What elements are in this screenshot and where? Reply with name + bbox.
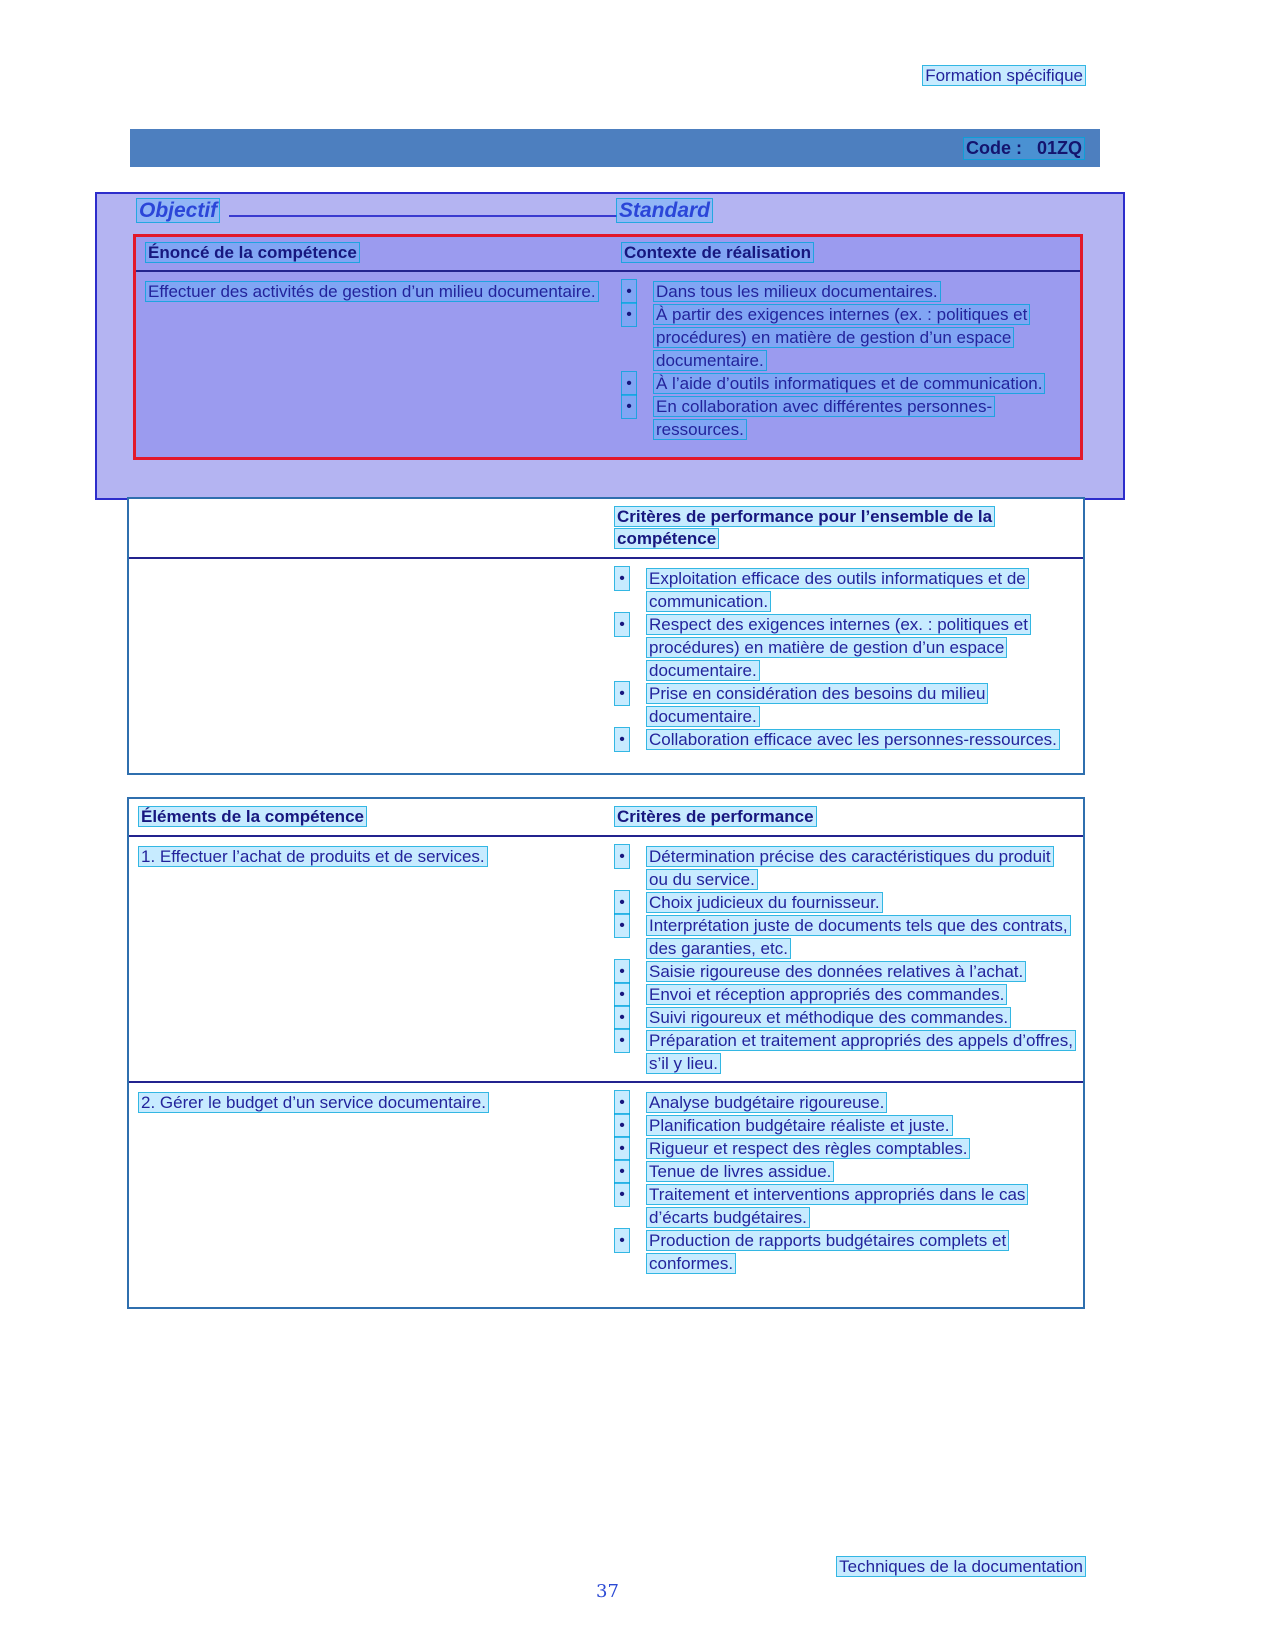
bullet-icon: • [622,372,636,395]
element-1-cell [129,837,609,1081]
contexte-list [616,272,1080,447]
bullet-text [647,613,1073,682]
bullet-text-run: Interprétation juste de documents tels que des contrats, des garanties, etc. [649,916,1068,958]
bullet-text-run: Traitement et interventions appropriés dans le cas d’écarts budgétaires. [649,1185,1026,1227]
competence-table [133,234,1083,460]
bullet-text [647,1114,1073,1137]
bullet-item [615,1029,1073,1075]
element-row-1 [129,837,1083,1081]
bullet-text [654,303,1070,372]
bullet-text-run: Envoi et réception appropriés des commandes. [649,985,1005,1004]
bullet-icon: • [615,983,629,1006]
enonce-cell [136,272,616,447]
doc-section-label-text: Formation spécifique [925,66,1083,85]
enonce-header: Énoncé de la compétence [148,243,357,262]
bullet-text [647,682,1073,728]
bullet-icon: • [615,1229,629,1252]
bullet-text-run: Dans tous les milieux documentaires. [656,282,938,301]
bullet-text [647,1006,1073,1029]
bullet-icon: • [615,845,629,868]
bullet-icon: • [615,891,629,914]
enonce-text: Effectuer des activités de gestion d’un milieu documentaire. [148,282,596,301]
bullet-text [654,372,1070,395]
heading-rule [229,215,617,217]
bullet-icon: • [615,960,629,983]
bullet-text [647,914,1073,960]
bullet-text [654,280,1070,303]
enonce-header-cell [136,237,616,270]
bullet-text-run: Tenue de livres assidue. [649,1162,832,1181]
bullet-text-run: Saisie rigoureuse des données relatives à l’achat. [649,962,1024,981]
bullet-text-run: Collaboration efficace avec les personnes-ressources. [649,730,1057,749]
elements-left-header-cell [129,799,609,835]
bullet-item [615,728,1073,751]
bullet-icon: • [615,682,629,705]
standard-title [617,199,712,223]
bullet-icon: • [622,280,636,303]
bullet-text [647,1091,1073,1114]
bullet-item [622,372,1070,395]
objectif-standard-section [95,192,1125,500]
competence-table-body [136,272,1080,447]
standard-title-text: Standard [619,199,711,222]
criteres-ensemble-list [609,559,1083,757]
bullet-item [615,845,1073,891]
criteres-ensemble-section [127,497,1085,775]
bullet-icon: • [615,914,629,937]
element-2-text: 2. Gérer le budget d’un service documentaire. [141,1093,486,1112]
bullet-icon: • [615,728,629,751]
bullet-item [622,280,1070,303]
footer-program-label [837,1555,1085,1578]
bullet-text [647,1183,1073,1229]
bullet-text-run: En collaboration avec différentes personnes-ressources. [656,397,993,439]
elements-section [127,797,1085,1309]
bullet-text-run: Rigueur et respect des règles comptables. [649,1139,968,1158]
footer-program-label-text: Techniques de la documentation [839,1557,1083,1576]
objectif-title-text: Objectif [139,199,218,222]
element-row-2 [129,1081,1083,1281]
bullet-icon: • [615,1137,629,1160]
bullet-text [647,891,1073,914]
bullet-text-run: Prise en considération des besoins du milieu documentaire. [649,684,986,726]
bullet-icon: • [615,613,629,636]
elements-right-header: Critères de performance [617,807,814,826]
bullet-text-run: Production de rapports budgétaires complets et conformes. [649,1231,1007,1273]
bullet-item [615,891,1073,914]
bullet-icon: • [622,395,636,418]
bullet-item [615,983,1073,1006]
bullet-item [615,1137,1073,1160]
bullet-text-run: Analyse budgétaire rigoureuse. [649,1093,885,1112]
bullet-item [615,960,1073,983]
bullet-text-run: À partir des exigences internes (ex. : politiques et procédures) en matière de gestion d’un espace documentaire. [656,305,1028,370]
bullet-item [622,395,1070,441]
bullet-text-run: Exploitation efficace des outils informatiques et de communication. [649,569,1026,611]
bullet-icon: • [615,567,629,590]
bullet-item [615,1160,1073,1183]
bullet-text [647,567,1073,613]
contexte-header: Contexte de réalisation [624,243,812,262]
bullet-text [647,1160,1073,1183]
bullet-text [647,845,1073,891]
bullet-icon: • [615,1114,629,1137]
bullet-icon: • [615,1006,629,1029]
element-1-text: 1. Effectuer l’achat de produits et de services. [141,847,485,866]
criteres-ensemble-header-cell [609,499,1083,557]
element-2-cell [129,1083,609,1281]
bullet-text [647,1137,1073,1160]
bullet-text [647,960,1073,983]
bullet-icon: • [615,1160,629,1183]
bullet-text [647,983,1073,1006]
bullet-item [615,1006,1073,1029]
bullet-icon: • [615,1091,629,1114]
bullet-item [615,1229,1073,1275]
bullet-text-run: Suivi rigoureux et méthodique des commandes. [649,1008,1009,1027]
bullet-item [615,1091,1073,1114]
bullet-icon: • [615,1029,629,1052]
element-2-criteres-list [609,1083,1083,1281]
bullet-text-run: Détermination précise des caractéristiques du produit ou du service. [649,847,1051,889]
criteres-ensemble-body [129,559,1083,757]
criteres-ensemble-header: Critères de performance pour l’ensemble de la compétence [617,507,993,548]
bullet-text-run: Planification budgétaire réaliste et juste. [649,1116,950,1135]
bullet-icon: • [615,1183,629,1206]
bullet-text-run: Respect des exigences internes (ex. : politiques et procédures) en matière de gestion d’un espace documentaire. [649,615,1028,680]
doc-section-label [923,64,1085,87]
bullet-text-run: À l’aide d’outils informatiques et de communication. [656,374,1043,393]
page-number: 37 [596,1581,619,1602]
bullet-icon: • [622,303,636,326]
criteres-ensemble-header-row [129,499,1083,559]
bullet-item [615,1114,1073,1137]
element-1-criteres-list [609,837,1083,1081]
bullet-item [622,303,1070,372]
bullet-text [647,728,1073,751]
bullet-item [615,682,1073,728]
code-label: Code : 01ZQ [965,137,1082,158]
criteres-ensemble-left-spacer [129,499,609,557]
competence-table-header [136,237,1080,272]
elements-right-header-cell [609,799,1083,835]
objectif-title [137,199,219,223]
bullet-text-run: Choix judicieux du fournisseur. [649,893,880,912]
bullet-text-run: Préparation et traitement appropriés des appels d’offres, s’il y lieu. [649,1031,1073,1073]
bullet-item [615,567,1073,613]
elements-left-header: Éléments de la compétence [141,807,364,826]
bullet-item [615,613,1073,682]
criteres-ensemble-empty-cell [129,559,609,757]
bullet-item [615,914,1073,960]
elements-header-row [129,799,1083,837]
bullet-text [647,1229,1073,1275]
bullet-text [654,395,1070,441]
code-bar [130,129,1100,167]
bullet-item [615,1183,1073,1229]
contexte-header-cell [616,237,1080,270]
bullet-text [647,1029,1073,1075]
